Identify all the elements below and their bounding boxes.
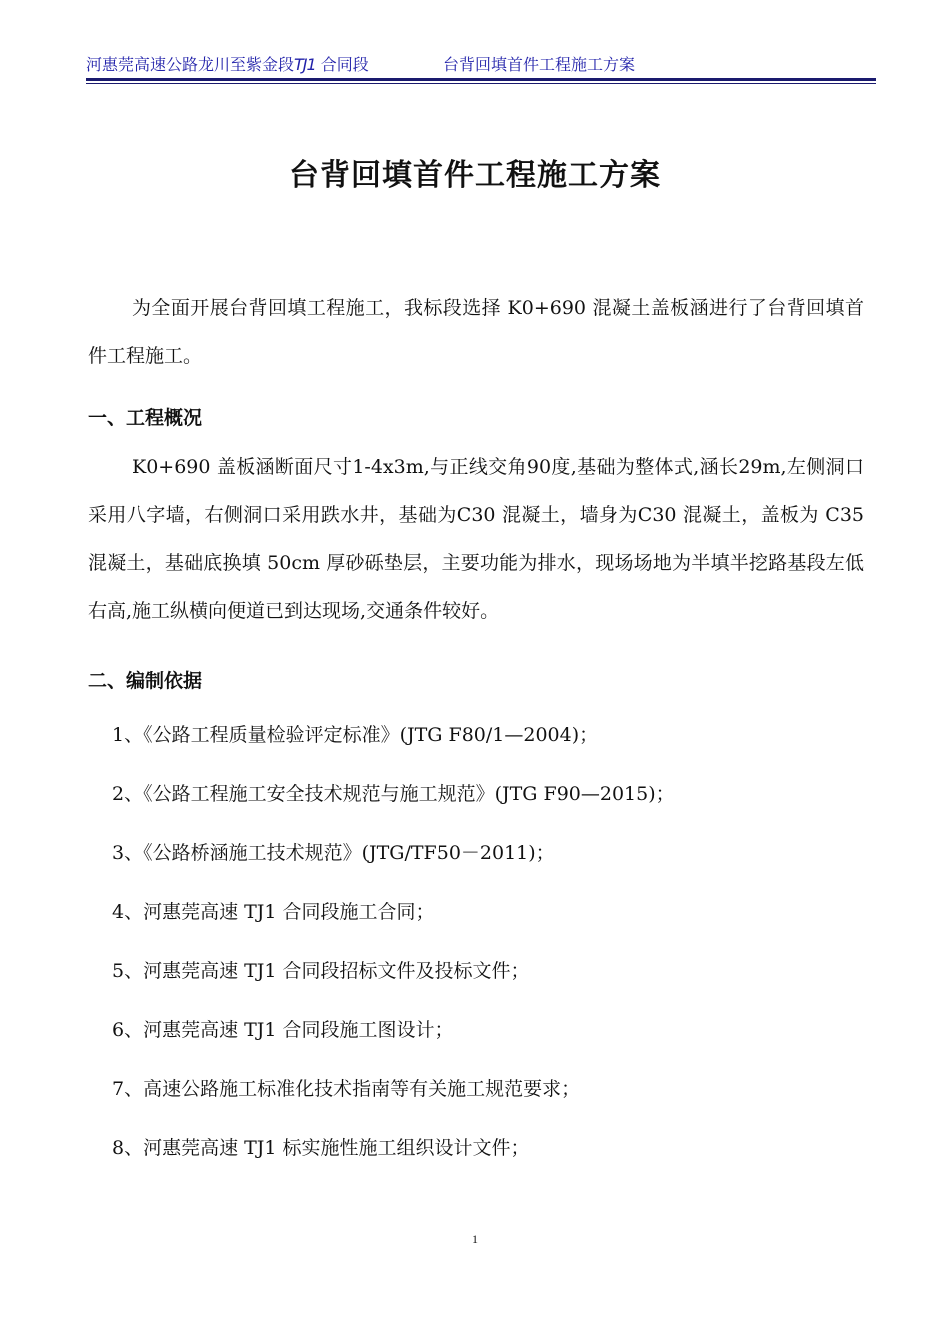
section-heading-basis: 二、编制依据	[88, 670, 203, 692]
header-contract-code: TJ1	[294, 55, 316, 74]
header-rule-thin	[86, 83, 876, 84]
reference-item: 1、《公路工程质量检验评定标准》(JTG F80/1—2004)；	[112, 724, 599, 746]
header-document-title: 台背回填首件工程施工方案	[443, 55, 636, 74]
page-header	[86, 52, 876, 76]
reference-item: 8、河惠莞高速 TJ1 标实施性施工组织设计文件；	[112, 1137, 530, 1159]
reference-item: 4、河惠莞高速 TJ1 合同段施工合同；	[112, 901, 435, 923]
reference-item: 6、河惠莞高速 TJ1 合同段施工图设计；	[112, 1019, 454, 1041]
reference-item: 2、《公路工程施工安全技术规范与施工规范》(JTG F90—2015)；	[112, 783, 675, 805]
overview-paragraph: K0+690 盖板涵断面尺寸1-4x3m,与正线交角90度,基础为整体式,涵长29m,左侧洞口采用八字墙，右侧洞口采用跌水井，基础为C30 混凝土，墙身为C30 混凝土，盖板为 C35 混凝土，基础底换填 50cm 厚砂砾垫层，主要功能为排水，现场场地为半填半挖路基段左低右高,施工纵横向便道已到达现场,交通条件较好。	[88, 456, 864, 622]
section-heading-overview: 一、工程概况	[88, 407, 203, 429]
reference-item: 3、《公路桥涵施工技术规范》(JTG/TF50－2011)；	[112, 842, 555, 864]
header-rule-thick	[86, 78, 876, 81]
intro-paragraph: 为全面开展台背回填工程施工，我标段选择 K0+690 混凝土盖板涵进行了台背回填首件工程施工。	[88, 297, 864, 367]
header-project-name: 河惠莞高速公路龙川至紫金段TJ1 合同段	[86, 55, 369, 74]
page-number: 1	[472, 1232, 478, 1246]
reference-item: 5、河惠莞高速 TJ1 合同段招标文件及投标文件；	[112, 960, 530, 982]
document-title: 台背回填首件工程施工方案	[289, 158, 661, 193]
reference-item: 7、高速公路施工标准化技术指南等有关施工规范要求；	[112, 1078, 581, 1100]
